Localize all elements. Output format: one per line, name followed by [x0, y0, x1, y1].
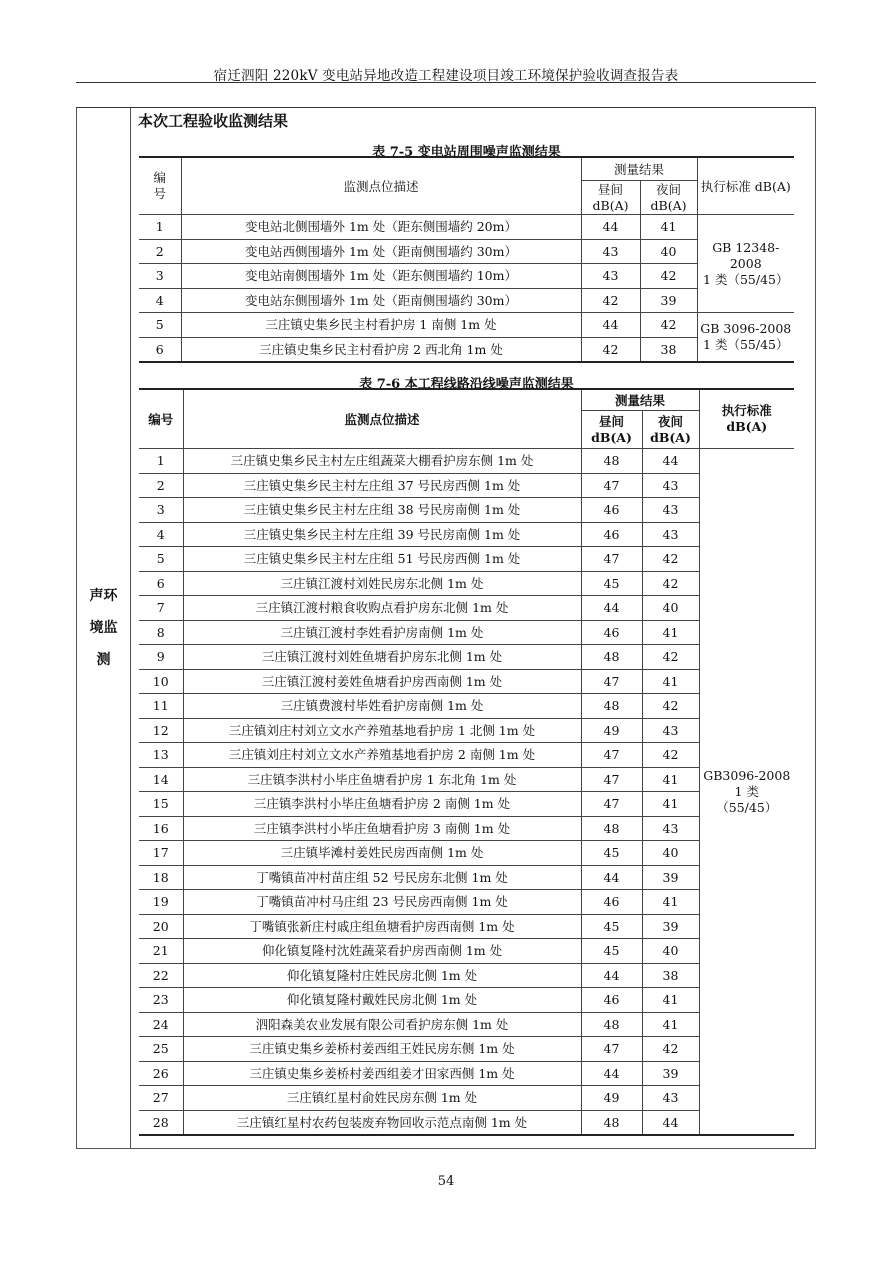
row-number: 16 — [139, 816, 183, 841]
row-number: 28 — [139, 1110, 183, 1135]
row-day-value: 44 — [581, 313, 640, 338]
row-number: 13 — [139, 743, 183, 768]
row-description: 三庄镇红星村农药包装废弃物回收示范点南侧 1m 处 — [183, 1110, 581, 1135]
row-day-value: 46 — [581, 522, 642, 547]
row-number: 6 — [139, 337, 181, 362]
row-number: 21 — [139, 939, 183, 964]
left-label-column — [77, 108, 131, 1148]
row-description: 三庄镇史集乡姜桥村姜西组姜才田家西侧 1m 处 — [183, 1061, 581, 1086]
row-description: 仰化镇复隆村庄姓民房北侧 1m 处 — [183, 963, 581, 988]
row-night-value: 44 — [642, 1110, 699, 1135]
row-number: 1 — [139, 449, 183, 474]
row-description: 三庄镇史集乡民主村左庄组 37 号民房西侧 1m 处 — [183, 473, 581, 498]
row-day-value: 48 — [581, 449, 642, 474]
row-description: 三庄镇江渡村刘姓鱼塘看护房东北侧 1m 处 — [183, 645, 581, 670]
table-row — [139, 1110, 794, 1135]
row-day-value: 46 — [581, 498, 642, 523]
row-day-value: 48 — [581, 1110, 642, 1135]
row-day-value: 44 — [581, 596, 642, 621]
row-number: 1 — [139, 215, 181, 240]
row-night-value: 40 — [642, 939, 699, 964]
row-day-value: 48 — [581, 1012, 642, 1037]
row-day-value: 45 — [581, 939, 642, 964]
report-frame — [76, 107, 816, 1149]
row-number: 23 — [139, 988, 183, 1013]
row-night-value: 41 — [642, 620, 699, 645]
row-night-value: 38 — [640, 337, 697, 362]
row-description: 变电站南侧围墙外 1m 处（距东侧围墙约 10m） — [181, 264, 581, 289]
t1-header-result: 测量结果 — [581, 157, 697, 181]
row-description: 三庄镇毕滩村姜姓民房西南侧 1m 处 — [183, 841, 581, 866]
row-number: 9 — [139, 645, 183, 670]
row-number: 14 — [139, 767, 183, 792]
t2-header-no: 编号 — [139, 389, 183, 449]
row-description: 三庄镇江渡村刘姓民房东北侧 1m 处 — [183, 571, 581, 596]
row-description: 三庄镇史集乡姜桥村姜西组王姓民房东侧 1m 处 — [183, 1037, 581, 1062]
row-night-value: 42 — [642, 645, 699, 670]
substation-noise-table — [139, 156, 794, 363]
row-description: 丁嘴镇张新庄村戚庄组鱼塘看护房西南侧 1m 处 — [183, 914, 581, 939]
table-row — [139, 890, 794, 915]
row-night-value: 40 — [642, 841, 699, 866]
standard-cell: GB 3096-2008 1 类（55/45） — [697, 313, 794, 363]
row-number: 2 — [139, 239, 181, 264]
row-description: 三庄镇史集乡民主村左庄组 39 号民房南侧 1m 处 — [183, 522, 581, 547]
row-description: 仰化镇复隆村戴姓民房北侧 1m 处 — [183, 988, 581, 1013]
table-row — [139, 313, 794, 338]
row-day-value: 44 — [581, 963, 642, 988]
row-night-value: 43 — [642, 816, 699, 841]
table-row — [139, 596, 794, 621]
table-row — [139, 694, 794, 719]
row-night-value: 39 — [640, 288, 697, 313]
row-night-value: 41 — [642, 890, 699, 915]
row-description: 丁嘴镇苗冲村苗庄组 52 号民房东北侧 1m 处 — [183, 865, 581, 890]
row-night-value: 42 — [642, 547, 699, 572]
table-row — [139, 939, 794, 964]
row-number: 4 — [139, 288, 181, 313]
row-number: 3 — [139, 498, 183, 523]
table-row — [139, 743, 794, 768]
row-day-value: 47 — [581, 473, 642, 498]
row-night-value: 41 — [642, 792, 699, 817]
table-row — [139, 547, 794, 572]
row-number: 4 — [139, 522, 183, 547]
row-description: 三庄镇刘庄村刘立文水产养殖基地看护房 1 北侧 1m 处 — [183, 718, 581, 743]
row-description: 三庄镇江渡村李姓看护房南侧 1m 处 — [183, 620, 581, 645]
row-night-value: 42 — [642, 694, 699, 719]
row-number: 8 — [139, 620, 183, 645]
row-day-value: 48 — [581, 694, 642, 719]
row-night-value: 42 — [640, 313, 697, 338]
table1-caption: 表 7-5 变电站周围噪声监测结果 — [372, 145, 561, 160]
row-day-value: 46 — [581, 620, 642, 645]
row-day-value: 45 — [581, 914, 642, 939]
row-number: 26 — [139, 1061, 183, 1086]
table-row — [139, 865, 794, 890]
row-day-value: 45 — [581, 841, 642, 866]
row-night-value: 40 — [642, 596, 699, 621]
row-number: 15 — [139, 792, 183, 817]
row-day-value: 47 — [581, 1037, 642, 1062]
table-row — [139, 963, 794, 988]
line-noise-table — [139, 388, 794, 1136]
page-number: 54 — [437, 1174, 455, 1189]
t2-header-result: 测量结果 — [581, 389, 699, 411]
row-number: 11 — [139, 694, 183, 719]
row-number: 27 — [139, 1086, 183, 1111]
row-description: 三庄镇刘庄村刘立文水产养殖基地看护房 2 南侧 1m 处 — [183, 743, 581, 768]
row-day-value: 43 — [581, 239, 640, 264]
t2-header-day: 昼间 dB(A) — [581, 411, 642, 449]
row-description: 三庄镇史集乡民主村左庄组 51 号民房西侧 1m 处 — [183, 547, 581, 572]
row-night-value: 42 — [642, 1037, 699, 1062]
table-row — [139, 288, 794, 313]
row-number: 22 — [139, 963, 183, 988]
row-number: 20 — [139, 914, 183, 939]
t2-header-desc: 监测点位描述 — [183, 389, 581, 449]
table-row — [139, 473, 794, 498]
side-label: 声环 境监 测 — [89, 588, 118, 668]
row-description: 仰化镇复隆村沈姓蔬菜看护房西南侧 1m 处 — [183, 939, 581, 964]
row-description: 三庄镇费渡村毕姓看护房南侧 1m 处 — [183, 694, 581, 719]
row-day-value: 47 — [581, 792, 642, 817]
t2-header-std: 执行标准 dB(A) — [699, 389, 794, 449]
row-night-value: 41 — [642, 1012, 699, 1037]
row-day-value: 42 — [581, 288, 640, 313]
row-description: 丁嘴镇苗冲村马庄组 23 号民房西南侧 1m 处 — [183, 890, 581, 915]
row-day-value: 44 — [581, 865, 642, 890]
t1-header-no: 编 号 — [139, 157, 181, 215]
row-description: 三庄镇史集乡民主村左庄组蔬菜大棚看护房东侧 1m 处 — [183, 449, 581, 474]
row-number: 6 — [139, 571, 183, 596]
standard-cell: GB3096-2008 1 类 （55/45） — [699, 449, 794, 1136]
table-row — [139, 767, 794, 792]
row-day-value: 47 — [581, 669, 642, 694]
row-night-value: 40 — [640, 239, 697, 264]
row-number: 24 — [139, 1012, 183, 1037]
table-row — [139, 669, 794, 694]
t1-header-night: 夜间 dB(A) — [640, 181, 697, 215]
row-night-value: 41 — [642, 988, 699, 1013]
row-day-value: 46 — [581, 988, 642, 1013]
table-row — [139, 620, 794, 645]
row-day-value: 45 — [581, 571, 642, 596]
row-day-value: 44 — [581, 1061, 642, 1086]
row-description: 三庄镇李洪村小毕庄鱼塘看护房 3 南侧 1m 处 — [183, 816, 581, 841]
row-description: 变电站东侧围墙外 1m 处（距南侧围墙约 30m） — [181, 288, 581, 313]
row-number: 10 — [139, 669, 183, 694]
row-day-value: 47 — [581, 767, 642, 792]
t1-header-desc: 监测点位描述 — [181, 157, 581, 215]
row-day-value: 43 — [581, 264, 640, 289]
row-description: 三庄镇史集乡民主村看护房 1 南侧 1m 处 — [181, 313, 581, 338]
row-description: 三庄镇红星村俞姓民房东侧 1m 处 — [183, 1086, 581, 1111]
row-description: 变电站北侧围墙外 1m 处（距东侧围墙约 20m） — [181, 215, 581, 240]
table-row — [139, 914, 794, 939]
row-description: 泗阳森美农业发展有限公司看护房东侧 1m 处 — [183, 1012, 581, 1037]
row-night-value: 41 — [640, 215, 697, 240]
standard-cell: GB 12348-2008 1 类（55/45） — [697, 215, 794, 313]
t2-header-night: 夜间 dB(A) — [642, 411, 699, 449]
row-number: 19 — [139, 890, 183, 915]
table-row — [139, 449, 794, 474]
row-night-value: 44 — [642, 449, 699, 474]
table-row — [139, 1061, 794, 1086]
row-night-value: 43 — [642, 498, 699, 523]
row-day-value: 48 — [581, 645, 642, 670]
row-description: 三庄镇史集乡民主村左庄组 38 号民房南侧 1m 处 — [183, 498, 581, 523]
row-number: 3 — [139, 264, 181, 289]
row-description: 三庄镇李洪村小毕庄鱼塘看护房 2 南侧 1m 处 — [183, 792, 581, 817]
row-number: 5 — [139, 547, 183, 572]
row-day-value: 47 — [581, 547, 642, 572]
table-row — [139, 498, 794, 523]
row-night-value: 38 — [642, 963, 699, 988]
row-description: 变电站西侧围墙外 1m 处（距南侧围墙约 30m） — [181, 239, 581, 264]
row-description: 三庄镇江渡村粮食收购点看护房东北侧 1m 处 — [183, 596, 581, 621]
row-day-value: 42 — [581, 337, 640, 362]
row-number: 12 — [139, 718, 183, 743]
table-row — [139, 718, 794, 743]
header-rule — [76, 82, 816, 83]
document-header-title: 宿迁泗阳 220kV 变电站异地改造工程建设项目竣工环境保护验收调查报告表 — [213, 68, 679, 84]
row-night-value: 43 — [642, 473, 699, 498]
table-row — [139, 571, 794, 596]
row-night-value: 39 — [642, 865, 699, 890]
table-row — [139, 792, 794, 817]
table-row — [139, 841, 794, 866]
table-row — [139, 645, 794, 670]
row-night-value: 41 — [642, 669, 699, 694]
row-number: 2 — [139, 473, 183, 498]
row-day-value: 44 — [581, 215, 640, 240]
row-description: 三庄镇李洪村小毕庄鱼塘看护房 1 东北角 1m 处 — [183, 767, 581, 792]
row-night-value: 41 — [642, 767, 699, 792]
row-number: 18 — [139, 865, 183, 890]
table-row — [139, 988, 794, 1013]
row-number: 17 — [139, 841, 183, 866]
table-row — [139, 816, 794, 841]
table-row — [139, 1037, 794, 1062]
row-night-value: 42 — [642, 743, 699, 768]
row-night-value: 42 — [642, 571, 699, 596]
table-row — [139, 215, 794, 240]
table-row — [139, 1012, 794, 1037]
table-row — [139, 337, 794, 362]
row-night-value: 43 — [642, 522, 699, 547]
row-day-value: 47 — [581, 743, 642, 768]
table-row — [139, 522, 794, 547]
t1-header-day: 昼间 dB(A) — [581, 181, 640, 215]
row-number: 5 — [139, 313, 181, 338]
row-description: 三庄镇史集乡民主村看护房 2 西北角 1m 处 — [181, 337, 581, 362]
t1-header-std: 执行标准 dB(A) — [697, 157, 794, 215]
table-row — [139, 239, 794, 264]
table-row — [139, 264, 794, 289]
table2-caption: 表 7-6 本工程线路沿线噪声监测结果 — [359, 377, 574, 392]
row-day-value: 49 — [581, 718, 642, 743]
row-description: 三庄镇江渡村姜姓鱼塘看护房西南侧 1m 处 — [183, 669, 581, 694]
row-number: 25 — [139, 1037, 183, 1062]
row-night-value: 39 — [642, 1061, 699, 1086]
table-row — [139, 1086, 794, 1111]
row-day-value: 46 — [581, 890, 642, 915]
row-day-value: 48 — [581, 816, 642, 841]
row-night-value: 42 — [640, 264, 697, 289]
row-day-value: 49 — [581, 1086, 642, 1111]
row-night-value: 43 — [642, 1086, 699, 1111]
row-number: 7 — [139, 596, 183, 621]
row-night-value: 39 — [642, 914, 699, 939]
row-night-value: 43 — [642, 718, 699, 743]
section-heading: 本次工程验收监测结果 — [138, 112, 289, 130]
